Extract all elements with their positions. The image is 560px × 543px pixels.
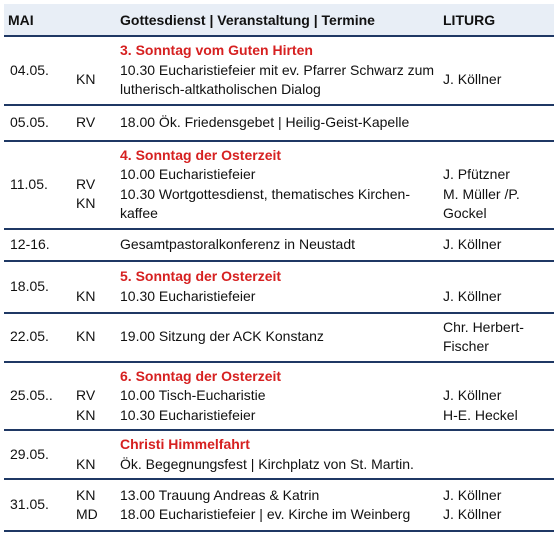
event-text: 13.00 Trauung Andreas & Katrin: [120, 486, 320, 503]
feast-title: 5. Sonntag der Osterzeit: [120, 268, 282, 284]
event-text: 18.00 Eucharistiefeier | ev. Kirche im Weinberg: [120, 506, 411, 522]
row-date: 18.05.: [10, 277, 49, 294]
row-events: [116, 479, 439, 531]
row-events: [116, 36, 439, 105]
liturg-name: J. Köllner: [443, 235, 502, 252]
table-row: [4, 261, 554, 313]
event-text: 10.30 Eucharistiefeier mit ev. Pfarrer Schwarz zum lutherisch-altkatholischen Dialog: [120, 61, 435, 97]
row-locations: [72, 261, 116, 313]
liturg-name: J. Köllner: [443, 506, 502, 522]
liturg-name: J. Köllner: [443, 287, 502, 304]
event-text: Gesamtpastoralkonferenz in Neustadt: [120, 235, 356, 252]
row-locations: [72, 36, 116, 105]
location-code: KN: [76, 455, 96, 472]
liturg-name: M. Müller /P. Gockel: [443, 185, 520, 221]
row-locations: [72, 430, 116, 479]
row-events: [116, 141, 439, 229]
header-row: [4, 4, 554, 36]
row-locations: [72, 105, 116, 141]
table-row: [4, 430, 554, 479]
location-code: KN: [76, 71, 96, 88]
location-code: KN: [76, 328, 96, 345]
row-locations: [72, 362, 116, 431]
liturg-name: J. Köllner: [443, 486, 502, 503]
row-locations: [72, 229, 116, 261]
row-events: [116, 362, 439, 431]
row-locations: [72, 479, 116, 531]
table-row: [4, 141, 554, 229]
table-row: [4, 313, 554, 362]
feast-title: 3. Sonntag vom Guten Hirten: [120, 42, 313, 58]
event-text: 10.30 Eucharistiefeier: [120, 406, 256, 423]
event-text: 10.00 Eucharistiefeier: [120, 166, 256, 182]
table-row: [4, 36, 554, 105]
schedule-table: [4, 4, 554, 532]
table-row: [4, 229, 554, 261]
row-date: 12-16.: [10, 235, 50, 252]
row-liturgs: [439, 362, 554, 431]
location-code: KN: [76, 486, 96, 503]
row-date: 25.05..: [10, 387, 53, 403]
event-text: 10.30 Wortgottesdienst, thematisches Kirchen-kaffee: [120, 185, 411, 221]
location-code: MD: [76, 506, 98, 522]
row-date: 31.05.: [10, 496, 49, 513]
header-month: MAI: [4, 4, 72, 36]
table-row: [4, 105, 554, 141]
row-events: [116, 430, 439, 479]
row-date: 29.05.: [10, 445, 49, 462]
row-liturgs: [439, 313, 554, 362]
feast-title: 6. Sonntag der Osterzeit: [120, 367, 282, 384]
header-location: [72, 4, 116, 36]
row-locations: [72, 313, 116, 362]
row-liturgs: [439, 229, 554, 261]
event-text: 10.00 Tisch-Eucharistie: [120, 387, 266, 403]
row-date: 05.05.: [10, 113, 49, 130]
location-code: RV: [76, 387, 96, 403]
row-events: [116, 229, 439, 261]
row-liturgs: [439, 36, 554, 105]
header-event: Gottesdienst | Veranstaltung | Termine: [116, 4, 439, 36]
location-code: RV: [76, 175, 96, 192]
event-text: 18.00 Ök. Friedensgebet | Heilig-Geist-Kapelle: [120, 113, 410, 130]
feast-title: Christi Himmelfahrt: [120, 436, 250, 452]
table-row: [4, 362, 554, 431]
liturg-name: H-E. Heckel: [443, 406, 518, 423]
table-row: [4, 479, 554, 531]
liturg-name: J. Köllner: [443, 71, 502, 88]
header-liturg: LITURG: [439, 4, 554, 36]
row-date: 22.05.: [10, 328, 49, 345]
row-events: [116, 313, 439, 362]
location-code: RV: [76, 113, 96, 130]
liturg-name: J. Köllner: [443, 387, 502, 403]
event-text: 10.30 Eucharistiefeier: [120, 287, 256, 304]
row-locations: [72, 141, 116, 229]
event-text: Ök. Begegnungsfest | Kirchplatz von St. Martin.: [120, 455, 414, 472]
location-code: KN: [76, 287, 96, 304]
feast-title: 4. Sonntag der Osterzeit: [120, 146, 282, 163]
row-liturgs: [439, 430, 554, 479]
row-date: 04.05.: [10, 61, 49, 78]
row-events: [116, 261, 439, 313]
row-liturgs: [439, 479, 554, 531]
row-liturgs: [439, 261, 554, 313]
row-events: [116, 105, 439, 141]
liturg-name: Chr. Herbert-Fischer: [443, 318, 524, 354]
liturg-name: J. Pfützner: [443, 166, 510, 182]
location-code: KN: [76, 406, 96, 423]
row-date: 11.05.: [10, 175, 48, 192]
row-liturgs: [439, 141, 554, 229]
event-text: 19.00 Sitzung der ACK Konstanz: [120, 328, 324, 345]
row-liturgs: [439, 105, 554, 141]
location-code: KN: [76, 195, 96, 212]
